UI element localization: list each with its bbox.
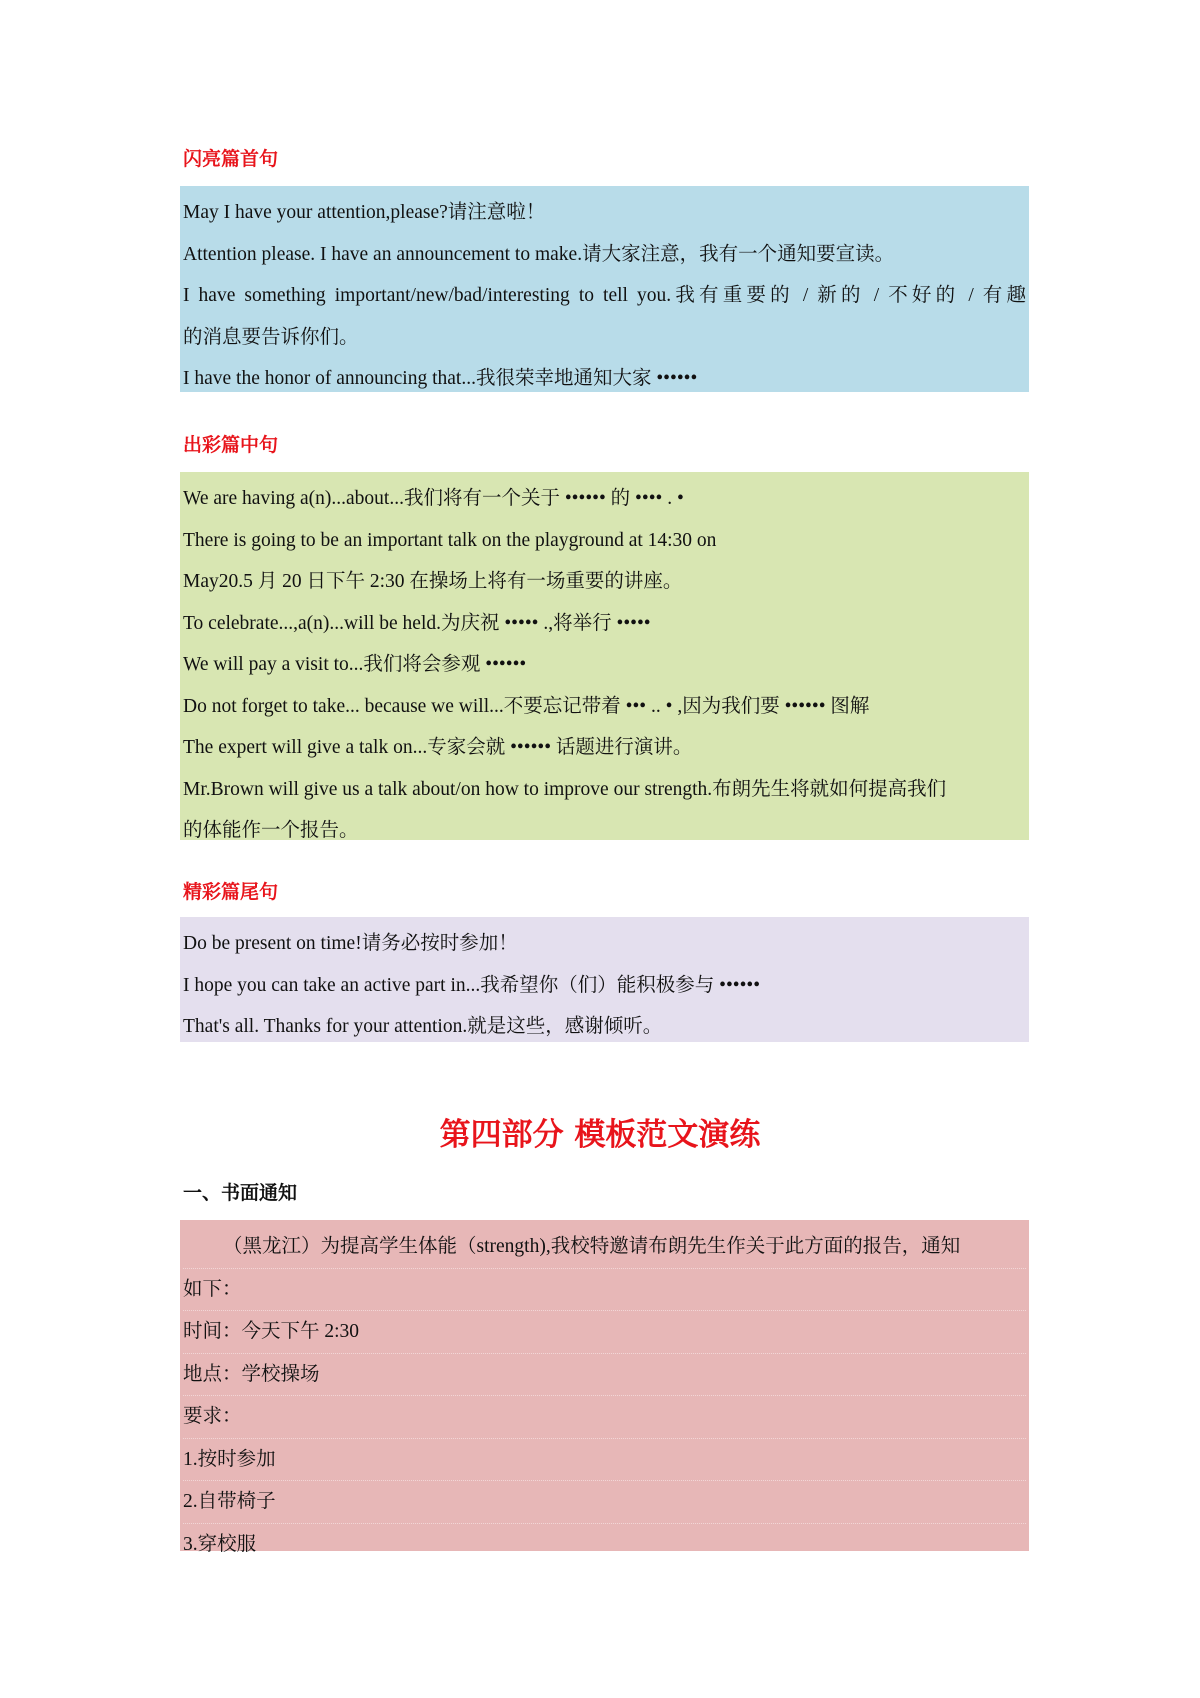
sentence-line: I have something important/new/bad/interesting to tell you.我有重要的 / 新的 / 不好的 / 有趣 (183, 285, 1026, 306)
sentence-line: That's all. Thanks for your attention.就是这些，感谢倾听。 (183, 1016, 663, 1037)
sentence-line: There is going to be an important talk on the playground at 14:30 on (183, 529, 717, 551)
sentence-line: Mr.Brown will give us a talk about/on how to improve our strength.布朗先生将就如何提高我们 (183, 778, 947, 800)
sentence-line: To celebrate...,a(n)...will be held.为庆祝 ••••• .,将举行 ••••• (183, 612, 651, 634)
sentence-line: Attention please. I have an announcement to make.请大家注意，我有一个通知要宣读。 (183, 243, 895, 265)
subsection-title: 一、书面通知 (183, 1182, 298, 1204)
sentence-line: We are having a(n)...about...我们将有一个关于 •••••• 的 •••• . • (183, 488, 684, 509)
sentence-line: 的体能作一个报告。 (183, 820, 359, 841)
prompt-line: 时间：今天下午 2:30 (183, 1311, 1026, 1354)
task-prompt-box (180, 1220, 1029, 1555)
sentence-line: Do not forget to take... because we will...不要忘记带着 ••• .. • ,因为我们要 •••••• 图解 (183, 695, 870, 717)
middle-sentences-box (180, 472, 1029, 840)
section-heading-opening: 闪亮篇首句 (183, 148, 279, 170)
prompt-line: （黑龙江）为提高学生体能（strength),我校特邀请布朗先生作关于此方面的报告，通知 (183, 1226, 1026, 1269)
sentence-line: The expert will give a talk on...专家会就 •••••• 话题进行演讲。 (183, 737, 693, 758)
opening-sentences-box (180, 186, 1029, 392)
prompt-line: 2.自带椅子 (183, 1481, 1026, 1524)
prompt-line: 如下： (183, 1269, 1026, 1312)
prompt-line: 1.按时参加 (183, 1439, 1026, 1482)
sentence-line: I hope you can take an active part in...我希望你（们）能积极参与 •••••• (183, 974, 761, 996)
sentence-line: Do be present on time!请务必按时参加！ (183, 933, 518, 954)
closing-sentences-box (180, 917, 1029, 1042)
sentence-line: May I have your attention,please?请注意啦！ (183, 202, 546, 223)
sentence-line: We will pay a visit to...我们将会参观 •••••• (183, 654, 527, 675)
section-heading-middle: 出彩篇中句 (183, 434, 279, 456)
sentence-line: I have the honor of announcing that...我很荣幸地通知大家 •••••• (183, 368, 698, 389)
prompt-line: 地点：学校操场 (183, 1354, 1026, 1397)
sentence-line: May20.5 月 20 日下午 2:30 在操场上将有一场重要的讲座。 (183, 571, 683, 592)
prompt-line: 3.穿校服 (183, 1533, 257, 1555)
part-title: 第四部分 模板范文演练 (439, 1117, 761, 1153)
section-heading-closing: 精彩篇尾句 (183, 881, 279, 903)
prompt-line: 要求： (183, 1396, 1026, 1439)
sentence-line: 的消息要告诉你们。 (183, 326, 359, 348)
